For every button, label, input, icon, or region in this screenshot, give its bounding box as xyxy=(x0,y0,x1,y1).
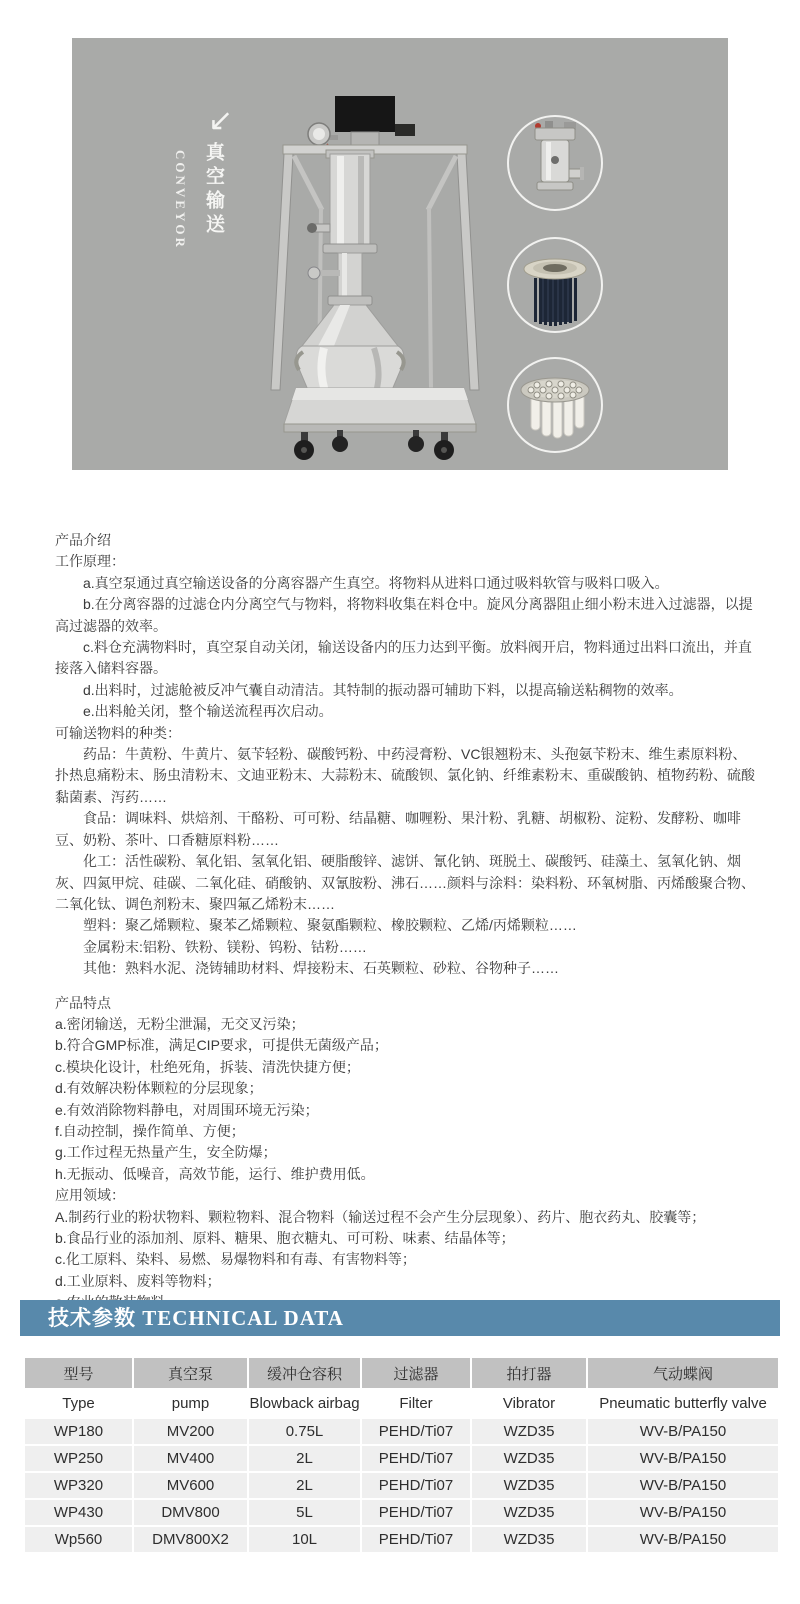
application-line: b.食品行业的添加剂、原料、糖果、胞衣糖丸、可可粉、味素、结晶体等； xyxy=(55,1230,515,1246)
features-section xyxy=(55,993,756,1314)
table-cell: MV400 xyxy=(134,1446,247,1471)
header-airbag-en: Blowback airbag xyxy=(249,1390,360,1417)
table-row xyxy=(25,1473,778,1498)
header-type-cn: 型号 xyxy=(25,1358,132,1388)
feature-line: c.模块化设计，杜绝死角，拆装、清洗快捷方便； xyxy=(55,1058,360,1075)
table-cell: MV200 xyxy=(134,1419,247,1444)
header-row-cn xyxy=(25,1358,778,1388)
table-cell: PEHD/Ti07 xyxy=(362,1473,470,1498)
feature-line: e.有效消除物料静电，对周围环境无污染； xyxy=(55,1101,319,1118)
feature-line: b.符合GMP标准，满足CIP要求，可提供无菌级产品； xyxy=(55,1037,388,1054)
table-cell: Wp560 xyxy=(25,1527,132,1552)
product-description xyxy=(0,470,800,1314)
table-cell: WV-B/PA150 xyxy=(588,1419,778,1444)
intro-heading: 产品介绍 xyxy=(55,532,111,548)
table-cell: WP180 xyxy=(25,1419,132,1444)
vacuum-conveyor-photo xyxy=(72,38,728,470)
intro-line: e.出料舱关闭，整个输送流程再次启动。 xyxy=(83,703,333,720)
hero-subtitle-vertical: CONVEYOR xyxy=(173,150,188,250)
feature-line: d.有效解决粉体颗粒的分层现象； xyxy=(55,1080,263,1097)
table-cell: WZD35 xyxy=(472,1473,586,1498)
table-cell: WP430 xyxy=(25,1500,132,1525)
product-hero xyxy=(72,38,728,470)
table-cell: WV-B/PA150 xyxy=(588,1473,778,1498)
technical-data-banner xyxy=(20,1300,780,1336)
table-cell: WZD35 xyxy=(472,1500,586,1525)
spec-table xyxy=(23,1356,780,1554)
header-type-en: Type xyxy=(25,1390,132,1417)
table-cell: WP250 xyxy=(25,1446,132,1471)
feature-line: a.密闭输送，无粉尘泄漏，无交叉污染； xyxy=(55,1015,305,1032)
table-cell: WV-B/PA150 xyxy=(588,1446,778,1471)
intro-section xyxy=(55,530,756,980)
header-valve-cn: 气动蝶阀 xyxy=(588,1358,778,1388)
header-airbag-cn: 缓冲仓容积 xyxy=(249,1358,360,1388)
table-cell: DMV800 xyxy=(134,1500,247,1525)
application-line: d.工业原料、废料等物料； xyxy=(55,1272,221,1289)
table-cell: PEHD/Ti07 xyxy=(362,1500,470,1525)
material-line-food: 食品：调味料、烘焙剂、干酪粉、可可粉、结晶糖、咖喱粉、果汁粉、乳糖、胡椒粉、淀粉、发酵粉、咖啡豆、奶粉、茶叶、口香糖原料粉…… xyxy=(55,810,741,848)
header-vibrator-cn: 拍打器 xyxy=(472,1358,586,1388)
table-row xyxy=(25,1446,778,1471)
header-valve-en: Pneumatic butterfly valve xyxy=(588,1390,778,1417)
hero-title-vertical: 真空输送 xyxy=(203,142,224,238)
header-filter-en: Filter xyxy=(362,1390,470,1417)
table-cell: WZD35 xyxy=(472,1419,586,1444)
spec-table-wrapper xyxy=(23,1356,780,1554)
technical-data-title: 技术参数 TECHNICAL DATA xyxy=(48,1306,344,1330)
table-cell: WZD35 xyxy=(472,1446,586,1471)
feature-line: g.工作过程无热量产生，安全防爆； xyxy=(55,1144,277,1161)
material-line-plastic: 塑料：聚乙烯颗粒、聚苯乙烯颗粒、聚氨酯颗粒、橡胶颗粒、乙烯/丙烯颗粒…… xyxy=(83,917,577,934)
table-cell: PEHD/Ti07 xyxy=(362,1446,470,1471)
filter-tubes-image xyxy=(508,358,602,452)
application-line: A.制药行业的粉状物料、颗粒物料、混合物料（输送过程不会产生分层现象）、药片、胞衣药丸、胶囊等； xyxy=(55,1208,706,1225)
header-pump-cn: 真空泵 xyxy=(134,1358,247,1388)
header-row-en xyxy=(25,1390,778,1417)
feature-line: h.无振动、低噪音，高效节能，运行、维护费用低。 xyxy=(55,1165,375,1182)
table-cell: 2L xyxy=(249,1473,360,1498)
pump-detail-image xyxy=(508,116,602,210)
table-cell: WP320 xyxy=(25,1473,132,1498)
table-cell: 10L xyxy=(249,1527,360,1552)
material-line-metal: 金属粉末:铝粉、铁粉、镁粉、钨粉、钴粉…… xyxy=(83,938,367,955)
table-row xyxy=(25,1527,778,1552)
intro-line: b.在分离容器的过滤仓内分离空气与物料，将物料收集在料仓中。旋风分离器阻止细小粉末进入过滤器，以提高过滤器的效率。 xyxy=(55,596,753,634)
header-pump-en: pump xyxy=(134,1390,247,1417)
table-cell: WV-B/PA150 xyxy=(588,1527,778,1552)
material-line-other: 其他：熟料水泥、浇铸辅助材料、焊接粉末、石英颗粒、砂粒、谷物种子…… xyxy=(83,960,559,977)
table-cell: 5L xyxy=(249,1500,360,1525)
table-cell: 2L xyxy=(249,1446,360,1471)
arrow-down-left-icon: ↙ xyxy=(208,104,234,137)
header-vibrator-en: Vibrator xyxy=(472,1390,586,1417)
table-cell: WZD35 xyxy=(472,1527,586,1552)
feature-line: f.自动控制，操作简单、方便； xyxy=(55,1122,245,1139)
filter-cartridge-image xyxy=(508,238,602,332)
material-line-pharma: 药品：牛黄粉、牛黄片、氨苄轻粉、碳酸钙粉、中药浸膏粉、VC银翘粉末、头孢氨苄粉末、维生素原料粉、扑热息痛粉末、肠虫清粉末、文迪亚粉末、大蒜粉末、硫酸钡、氯化钠、纤维素粉末、重碳酸钠、植物药粉、硫酸黏菌素、泻药…… xyxy=(55,746,755,805)
header-filter-cn: 过滤器 xyxy=(362,1358,470,1388)
table-cell: PEHD/Ti07 xyxy=(362,1527,470,1552)
application-line: c.化工原料、染料、易燃、易爆物料和有毒、有害物料等； xyxy=(55,1251,416,1268)
working-principle-heading: 工作原理： xyxy=(55,553,125,570)
material-types-heading: 可输送物料的种类： xyxy=(55,724,181,741)
table-row xyxy=(25,1419,778,1444)
table-cell: PEHD/Ti07 xyxy=(362,1419,470,1444)
table-cell: WV-B/PA150 xyxy=(588,1500,778,1525)
table-cell: MV600 xyxy=(134,1473,247,1498)
applications-heading: 应用领域： xyxy=(55,1187,125,1204)
table-cell: DMV800X2 xyxy=(134,1527,247,1552)
intro-line: c.料仓充满物料时，真空泵自动关闭，输送设备内的压力达到平衡。放料阀开启，物料通过出料口流出，并直接落入储料容器。 xyxy=(55,639,752,677)
intro-line: d.出料时，过滤舱被反冲气囊自动清洁。其特制的振动器可辅助下料，以提高输送粘稠物的效率。 xyxy=(83,681,683,698)
table-cell: 0.75L xyxy=(249,1419,360,1444)
material-line-chemical: 化工：活性碳粉、氧化铝、氢氧化铝、硬脂酸锌、滤饼、氰化钠、斑脱土、碳酸钙、硅藻土、氢氧化钠、烟灰、四氮甲烷、硅碳、二氧化硅、硝酸钠、双氰胺粉、沸石……颜料与涂料：染料粉、环氧树脂、丙烯酸聚合物、二氧化钛、调色剂粉末、聚四氟乙烯粉末…… xyxy=(55,853,755,912)
table-row xyxy=(25,1500,778,1525)
features-heading: 产品特点 xyxy=(55,994,111,1011)
intro-line: a.真空泵通过真空输送设备的分离容器产生真空。将物料从进料口通过吸料软管与吸料口吸入。 xyxy=(83,574,669,591)
